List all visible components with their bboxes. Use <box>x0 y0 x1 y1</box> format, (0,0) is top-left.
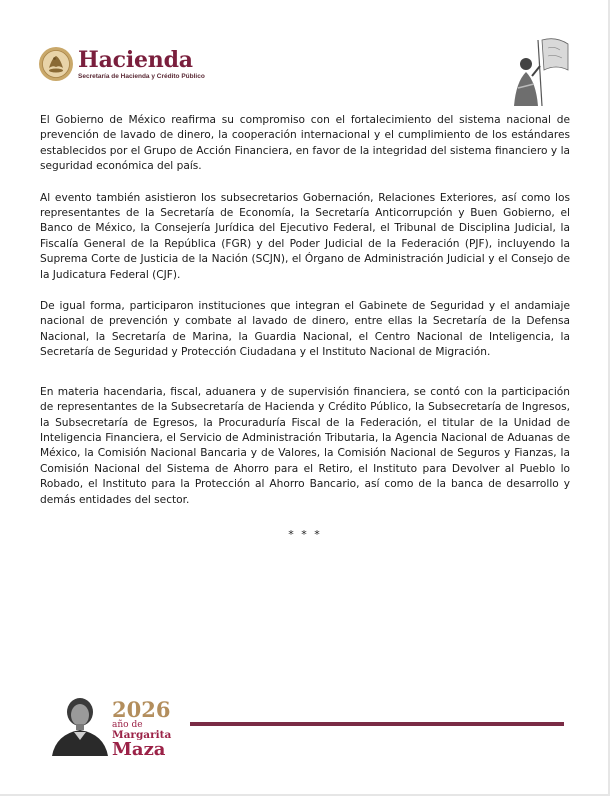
footer-divider-line <box>190 722 564 726</box>
hacienda-logo <box>38 46 205 82</box>
woman-with-flag-icon <box>498 36 572 110</box>
coat-of-arms-icon <box>38 46 74 82</box>
footer-year: 2026 <box>112 697 171 722</box>
margarita-maza-portrait-icon <box>48 694 112 756</box>
paragraph-3: De igual forma, participaron instituciones que integran el Gabinete de Seguridad y el andamiaje nacional de prevención y combate al lavado de dinero, entre ellas la Secretaría de la Defensa Nacional, la Secretaría de Marina, la Guardia Nacional, el Centro Nacional de Inteligencia, la Secretaría de Seguridad y Protección Ciudadana y el Instituto Nacional de Migración. <box>40 300 570 359</box>
paragraph-2: Al evento también asistieron los subsecretarios Gobernación, Relaciones Exteriores, así como los representantes de la Secretaría de Economía, la Secretaría Anticorrupción y Buen Gobierno, el Banco de México, la Consejería Jurídica del Ejecutivo Federal, el Tribunal de Disciplina Judicial, la Fiscalía General de la República (FGR) y del Poder Judicial de la Federación (PJF), incluyendo la Suprema Corte de Justicia de la Nación (SCJN), el Órgano de Administración Judicial y el Consejo de la Judicatura Federal (CJF). <box>40 191 570 281</box>
footer-last-name: Maza <box>112 739 166 760</box>
paragraph-1: El Gobierno de México reafirma su compromiso con el fortalecimiento del sistema nacional de prevención de lavado de dinero, la cooperación internacional y el cumplimiento de los estándares establecidos por el Grupo de Acción Financiera, en favor de la integridad del sistema financiero y la seguridad económica del país. <box>40 114 570 173</box>
document-body <box>40 113 570 541</box>
logo-title: Hacienda <box>78 46 193 73</box>
footer-first-name: Margarita <box>112 729 172 741</box>
paragraph-4: En materia hacendaria, fiscal, aduanera y de supervisión financiera, se contó con la participación de representantes de la Subsecretaría de Hacienda y Crédito Público, la Subsecretaría de Ingresos, la Subsecretaría de Egresos, la Procuraduría Fiscal de la Federación, el titular de la Unidad de Inteligencia Financiera, el Servicio de Administración Tributaria, la Agencia Nacional de Aduanas de México, la Comisión Nacional Bancaria y de Valores, la Comisión Nacional de Seguros y Fianzas, la Comisión Nacional del Sistema de Ahorro para el Retiro, el Instituto para Devolver al Pueblo lo Robado, el Instituto para la Protección al Ahorro Bancario, así como de la banca de desarrollo y demás entidades del sector. <box>40 385 570 506</box>
section-separator: * * * <box>288 527 322 541</box>
footer-ano-de: año de <box>112 720 143 730</box>
logo-subtitle: Secretaría de Hacienda y Crédito Público <box>78 72 205 80</box>
footer-year-block <box>112 697 192 760</box>
